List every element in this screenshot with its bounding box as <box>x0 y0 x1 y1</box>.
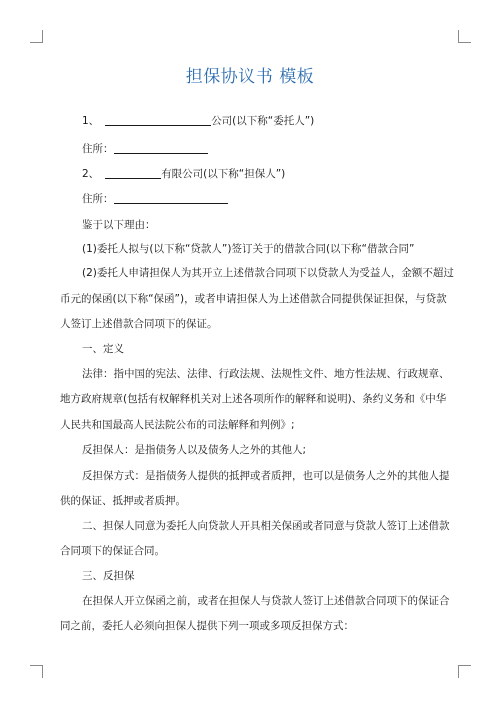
party2-address-label: 住所： <box>82 193 114 205</box>
law-line-1: 法律：指中国的宪法、法律、行政法规、法规性文件、地方性法规、行政规章、 <box>82 368 450 380</box>
party1-address-label: 住所： <box>82 143 114 155</box>
party1-name-blank[interactable] <box>105 114 211 126</box>
document-title: 担保协议书 模板 <box>185 67 315 87</box>
counter-method-line-1: 反担保方式：是指债务人提供的抵押或者质押，也可以是债务人之外的其他人提 <box>82 470 450 482</box>
section3-line-2: 同之前，委托人必须向担保人提供下列一项或多项反担保方式： <box>60 620 354 632</box>
crop-mark-bottom-left <box>30 665 43 678</box>
crop-mark-top-left <box>30 30 43 43</box>
whereas-line: 鉴于以下理由： <box>82 219 156 231</box>
party2-suffix: 有限公司(以下称“担保人”) <box>161 168 286 180</box>
section2-line-1: 二、担保人同意为委托人向贷款人开具相关保函或者同意与贷款人签订上述借款 <box>82 520 450 532</box>
party2-address-line <box>82 192 472 206</box>
section1-heading: 一、定义 <box>82 343 124 355</box>
counter-method-line-2: 供的保证、抵押或者质押。 <box>60 495 186 507</box>
law-line-2: 地方政府规章(包括有权解释机关对上述各项所作的解释和说明)、条约义务和《中华 <box>60 393 447 405</box>
reason1-line: (1)委托人拟与(以下称“贷款人”)签订关于的借款合同(以下称“借款合同” <box>82 243 415 255</box>
section2-line-2: 合同项下的保证合同。 <box>60 545 165 557</box>
party1-line <box>82 114 472 128</box>
party1-number: 1、 <box>82 115 100 127</box>
party1-address-line <box>82 142 472 156</box>
section3-heading: 三、反担保 <box>82 570 135 582</box>
law-line-3: 人民共和国最高人民法院公布的司法解释和判例》; <box>60 419 295 431</box>
reason2-line-3: 人签订上述借款合同项下的保证。 <box>60 318 218 330</box>
party2-number: 2、 <box>82 168 100 180</box>
party1-suffix: 公司(以下称“委托人”) <box>211 115 315 127</box>
crop-mark-top-right <box>458 30 471 43</box>
section3-line-1: 在担保人开立保函之前，或者在担保人与贷款人签订上述借款合同项下的保证合 <box>82 595 450 607</box>
reason2-line-2: 币元的保函(以下称“保函”)，或者申请担保人为上述借款合同提供保证担保，与贷款 <box>60 293 447 305</box>
party2-address-blank[interactable] <box>114 192 228 204</box>
party1-address-blank[interactable] <box>114 142 208 154</box>
party2-line <box>82 167 472 181</box>
party2-name-blank[interactable] <box>105 167 161 179</box>
reason2-line-1: (2)委托人申请担保人为其开立上述借款合同项下以贷款人为受益人，金额不超过 <box>82 267 454 279</box>
counter-guarantor-line: 反担保人：是指债务人以及债务人之外的其他人; <box>82 444 307 456</box>
crop-mark-bottom-right <box>458 665 471 678</box>
